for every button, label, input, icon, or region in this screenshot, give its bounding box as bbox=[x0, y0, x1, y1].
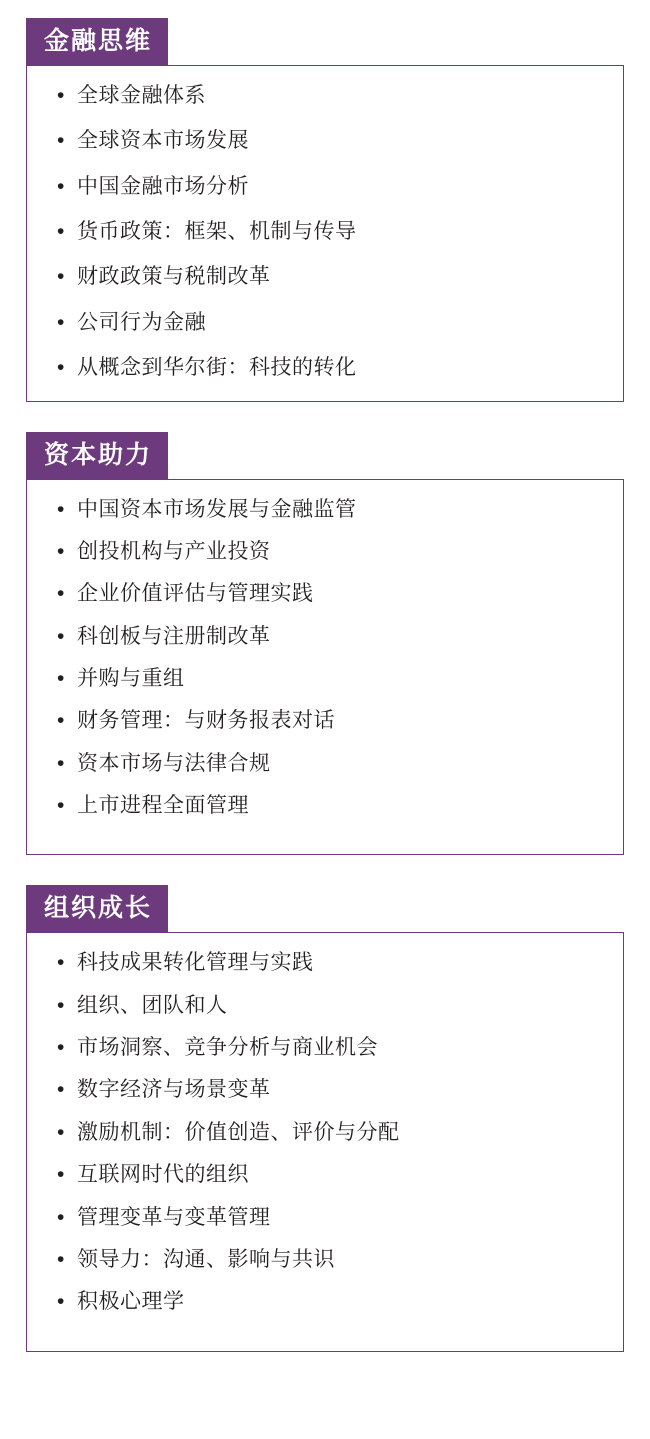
list-item-label: 全球金融体系 bbox=[77, 84, 206, 107]
list-item-label: 激励机制：价值创造、评价与分配 bbox=[77, 1120, 400, 1144]
course-list-finance bbox=[53, 84, 603, 381]
list-item-label: 积极心理学 bbox=[77, 1290, 185, 1314]
bullet-icon: • bbox=[57, 1078, 65, 1102]
list-item-label: 中国金融市场分析 bbox=[77, 174, 249, 198]
list-item bbox=[53, 220, 603, 244]
bullet-icon: • bbox=[57, 1247, 65, 1271]
list-item-label: 组织、团队和人 bbox=[77, 993, 228, 1017]
list-item-label: 中国资本市场发展与金融监管 bbox=[77, 497, 357, 521]
bullet-icon: • bbox=[57, 84, 65, 107]
bullet-icon: • bbox=[57, 1120, 65, 1144]
list-item bbox=[53, 625, 603, 649]
list-item-label: 创投机构与产业投资 bbox=[77, 539, 271, 563]
list-item-label: 市场洞察、竞争分析与商业机会 bbox=[77, 1036, 378, 1060]
bullet-icon: • bbox=[57, 265, 65, 289]
list-item-label: 数字经济与场景变革 bbox=[77, 1078, 271, 1102]
bullet-icon: • bbox=[57, 666, 65, 690]
list-item bbox=[53, 311, 603, 335]
list-item bbox=[53, 1206, 603, 1230]
section-capital bbox=[26, 432, 624, 856]
course-list-capital bbox=[53, 498, 603, 819]
list-item bbox=[53, 540, 603, 564]
bullet-icon: • bbox=[57, 356, 65, 380]
bullet-icon: • bbox=[57, 174, 65, 198]
list-item-label: 货币政策：框架、机制与传导 bbox=[77, 220, 357, 244]
bullet-icon: • bbox=[57, 1205, 65, 1229]
list-item bbox=[53, 951, 603, 975]
section-title-growth: 组织成长 bbox=[26, 885, 168, 933]
list-item bbox=[53, 175, 603, 199]
list-item bbox=[53, 794, 603, 818]
bullet-icon: • bbox=[57, 624, 65, 648]
bullet-icon: • bbox=[57, 951, 65, 975]
list-item bbox=[53, 752, 603, 776]
list-item-label: 上市进程全面管理 bbox=[77, 794, 249, 818]
list-item bbox=[53, 1121, 603, 1145]
list-item-label: 互联网时代的组织 bbox=[77, 1163, 249, 1187]
list-item bbox=[53, 356, 603, 380]
bullet-icon: • bbox=[57, 993, 65, 1017]
bullet-icon: • bbox=[57, 1290, 65, 1314]
list-item bbox=[53, 1290, 603, 1314]
section-title-capital: 资本助力 bbox=[26, 432, 168, 480]
list-item-label: 科创板与注册制改革 bbox=[77, 624, 271, 648]
list-item-label: 财政政策与税制改革 bbox=[77, 265, 271, 289]
list-item bbox=[53, 498, 603, 522]
bullet-icon: • bbox=[57, 709, 65, 733]
course-list-growth bbox=[53, 951, 603, 1314]
section-body-growth bbox=[26, 932, 624, 1351]
bullet-icon: • bbox=[57, 751, 65, 775]
bullet-icon: • bbox=[57, 582, 65, 606]
bullet-icon: • bbox=[57, 539, 65, 563]
list-item bbox=[53, 1163, 603, 1187]
list-item-label: 领导力：沟通、影响与共识 bbox=[77, 1247, 335, 1271]
section-finance bbox=[26, 18, 624, 402]
list-item bbox=[53, 667, 603, 691]
list-item-label: 并购与重组 bbox=[77, 666, 185, 690]
list-item bbox=[53, 129, 603, 153]
list-item-label: 从概念到华尔街：科技的转化 bbox=[77, 356, 357, 380]
bullet-icon: • bbox=[57, 794, 65, 818]
bullet-icon: • bbox=[57, 497, 65, 521]
list-item-label: 财务管理：与财务报表对话 bbox=[77, 709, 335, 733]
list-item-label: 管理变革与变革管理 bbox=[77, 1205, 271, 1229]
list-item-label: 公司行为金融 bbox=[77, 310, 206, 334]
bullet-icon: • bbox=[57, 220, 65, 244]
bullet-icon: • bbox=[57, 1163, 65, 1187]
list-item bbox=[53, 582, 603, 606]
section-body-finance bbox=[26, 65, 624, 402]
section-growth bbox=[26, 885, 624, 1351]
bullet-icon: • bbox=[57, 1036, 65, 1060]
list-item bbox=[53, 994, 603, 1018]
list-item-label: 科技成果转化管理与实践 bbox=[77, 951, 314, 975]
list-item bbox=[53, 1248, 603, 1272]
list-item-label: 全球资本市场发展 bbox=[77, 129, 249, 153]
list-item-label: 资本市场与法律合规 bbox=[77, 751, 271, 775]
list-item bbox=[53, 265, 603, 289]
section-title-finance: 金融思维 bbox=[26, 18, 168, 66]
list-item bbox=[53, 1036, 603, 1060]
section-body-capital bbox=[26, 479, 624, 856]
bullet-icon: • bbox=[57, 310, 65, 334]
list-item bbox=[53, 84, 603, 108]
list-item bbox=[53, 709, 603, 733]
bullet-icon: • bbox=[57, 129, 65, 153]
list-item bbox=[53, 1078, 603, 1102]
list-item-label: 企业价值评估与管理实践 bbox=[77, 582, 314, 606]
